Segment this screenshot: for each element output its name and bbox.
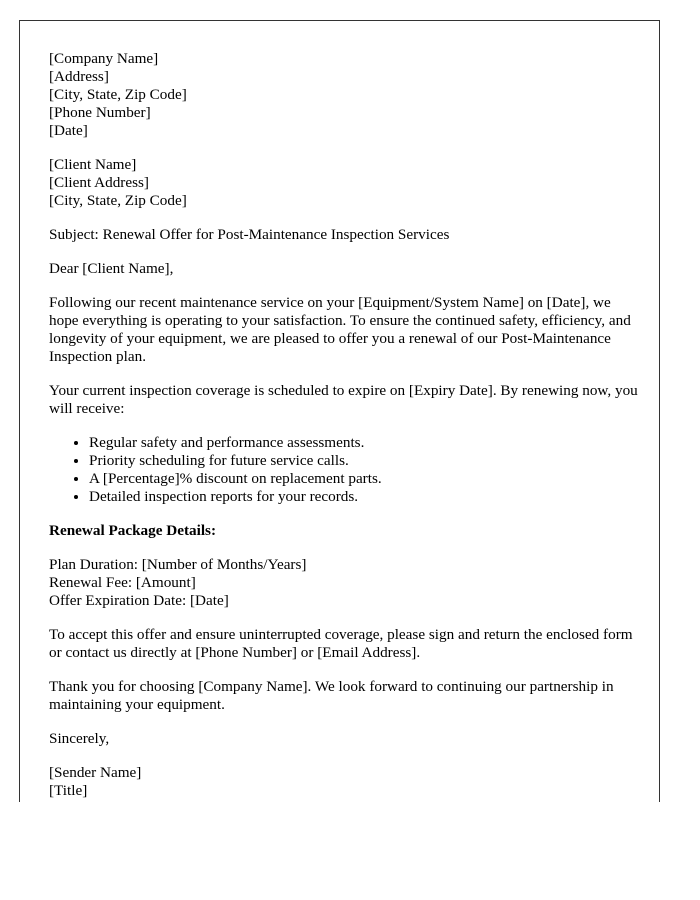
- sender-company-name: [Company Name]: [49, 50, 159, 67]
- benefit-item: • A [Percentage]% discount on replacement parts.: [89, 470, 639, 488]
- signature-block: [49, 764, 639, 800]
- letter-page: [19, 20, 660, 802]
- sender-name: [Sender Name]: [49, 764, 142, 781]
- sender-address-block: [49, 50, 639, 140]
- letter-date: [Date]: [49, 122, 88, 139]
- benefit-item: • Detailed inspection reports for your records.: [89, 488, 639, 506]
- offer-expiration: Offer Expiration Date: [Date]: [49, 592, 229, 609]
- renewal-fee: Renewal Fee: [Amount]: [49, 574, 196, 591]
- subject-line: Subject: Renewal Offer for Post-Maintenance Inspection Services: [49, 226, 450, 243]
- accept-paragraph: To accept this offer and ensure uninterrupted coverage, please sign and return the enclosed form or contact us directly at [Phone Number] or [Email Address].: [49, 626, 633, 661]
- intro-paragraph: Following our recent maintenance service on your [Equipment/System Name] on [Date], we hope everything is operating to your satisfaction. To ensure the continued safety, efficiency, and longevity of your equipment, we are pleased to offer you a renewal of our Post-Maintenance Inspection plan.: [49, 294, 631, 365]
- recipient-name: [Client Name]: [49, 156, 137, 173]
- recipient-address-block: [49, 156, 639, 210]
- benefit-item: • Regular safety and performance assessments.: [89, 434, 639, 452]
- letter-content: [49, 50, 639, 800]
- sender-phone: [Phone Number]: [49, 104, 151, 121]
- benefit-item: • Priority scheduling for future service calls.: [89, 452, 639, 470]
- sender-address: [Address]: [49, 68, 109, 85]
- package-heading: Renewal Package Details:: [49, 522, 217, 539]
- plan-duration: Plan Duration: [Number of Months/Years]: [49, 556, 307, 573]
- signoff: Sincerely,: [49, 730, 110, 747]
- greeting: Dear [Client Name],: [49, 260, 174, 277]
- sender-title: [Title]: [49, 782, 88, 799]
- benefits-list: [49, 434, 639, 506]
- recipient-city-state-zip: [City, State, Zip Code]: [49, 192, 187, 209]
- thanks-paragraph: Thank you for choosing [Company Name]. We look forward to continuing our partnership in maintaining your equipment.: [49, 678, 614, 713]
- package-details: [49, 556, 639, 610]
- recipient-address: [Client Address]: [49, 174, 149, 191]
- coverage-paragraph: Your current inspection coverage is scheduled to expire on [Expiry Date]. By renewing now, you will receive:: [49, 382, 638, 417]
- sender-city-state-zip: [City, State, Zip Code]: [49, 86, 187, 103]
